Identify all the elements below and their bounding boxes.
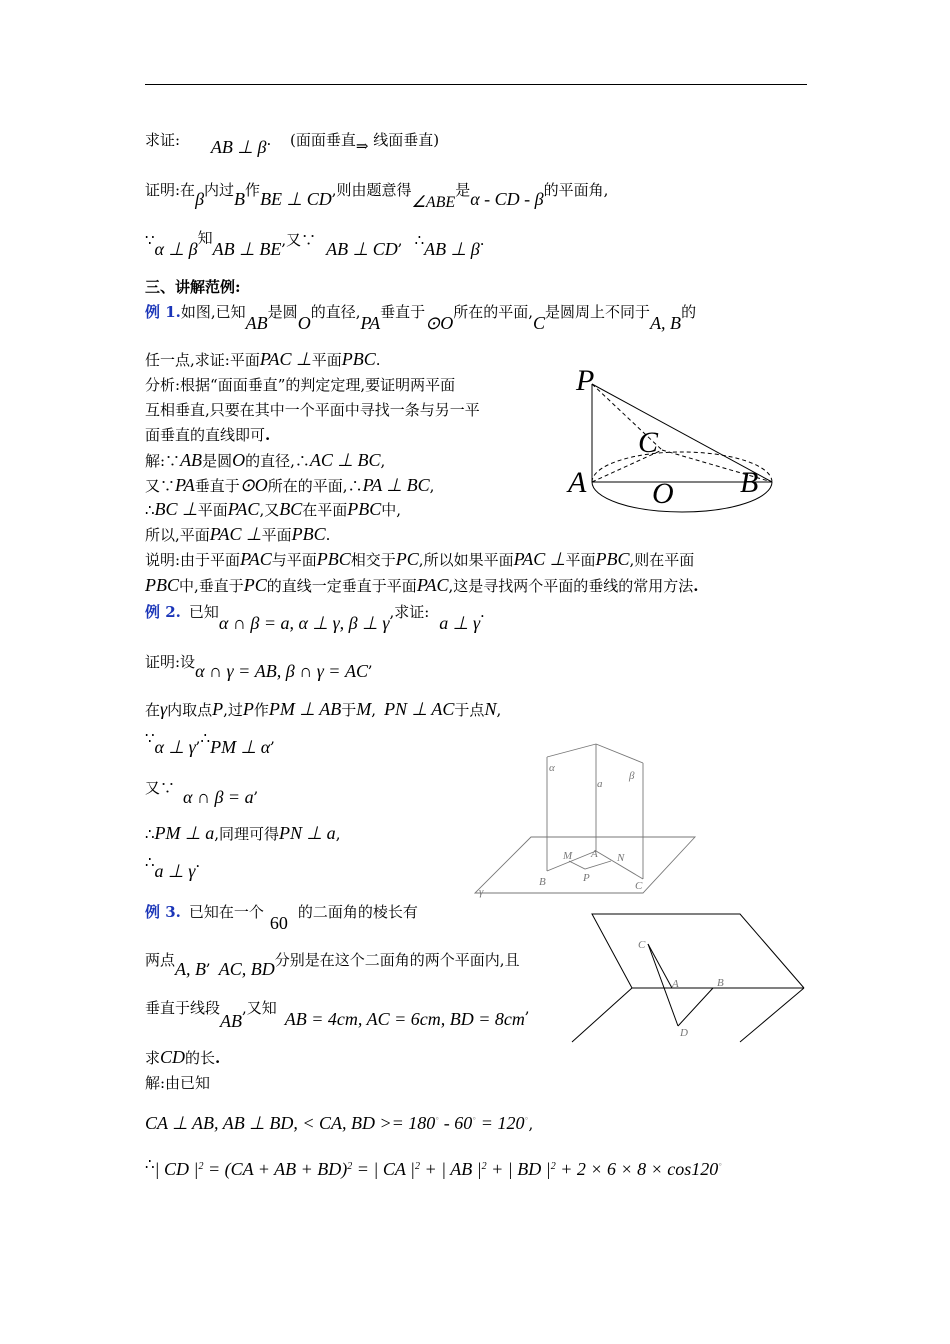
example-1-label: 例 1. [145,303,181,321]
label-A: A [591,848,598,860]
label-M: M [563,850,573,862]
label-beta: β [629,770,635,782]
label-C: C [638,426,659,459]
perpendiculars-PM-PN [569,861,611,869]
example-3-line-5: 解:由已知 [145,1074,211,1092]
figure-dihedral-angle [570,910,810,1045]
solution-4: 所以,平面PAC ⊥平面PBC. [145,524,331,544]
example-2-line-4: ∵α ⊥ γ,∴PM ⊥ α, [145,729,275,757]
example-2-line-3: 在γ内取点P,过P作PM ⊥ AB于M, PN ⊥ AC于点N, [145,699,502,719]
label-C: C [638,939,646,951]
example-1-line-1: 例 1.如图,已知AB是圆O的直径,PA垂直于⊙O所在的平面,C是圆周上不同于A, B的 [145,303,697,333]
label-B: B [740,466,759,499]
note-1: 说明:由于平面PAC与平面PBC相交于PC,所以如果平面PAC ⊥平面PBC,则在平面 [145,549,695,569]
figure-three-planes [465,735,700,900]
label-P: P [583,872,590,884]
label-C: C [635,880,643,892]
proof-line-2: ∵α ⊥ β知AB ⊥ BE,又∵ AB ⊥ CD, ∴AB ⊥ β. [145,229,485,259]
label-alpha: α [549,762,555,774]
proof-line-1: 证明:在β内过B作BE ⊥ CD,则由题意得∠ABE是α - CD - β的平面角, [145,181,609,211]
label-A: A [672,978,679,990]
analysis-2: 互相垂直,只要在其中一个平面中寻找一条与另一平 [145,401,480,419]
example-2-line-1: 例 2. 已知α ∩ β = a, α ⊥ γ, β ⊥ γ,求证:a ⊥ γ. [145,603,485,633]
label-a: a [597,778,603,790]
figure-cone-circle [560,360,775,520]
note-2: PBC中,垂直于PC的直线一定垂直于平面PAC,这是寻找两个平面的垂线的常用方法. [145,575,699,595]
label-O: O [652,477,674,510]
solution-3: ∴BC ⊥平面PAC,又BC在平面PBC中, [145,499,402,519]
example-2-line-2: 证明:设α ∩ γ = AB, β ∩ γ = AC, [145,653,373,681]
segment-CA [648,944,672,988]
solution-1: 解:∵AB是圆O的直径,∴AC ⊥ BC, [145,450,386,470]
prove-label: 求证: [145,131,181,149]
example-3-line-7: ∴| CD $|^2 = (CA$ + AB + BD)$^2$ = | CA $|^2$ + | AB $|^2$ + | BD $|^2 + 2 \times 6 \times 8 \times \cos 120^\circ$ [145,1155,723,1179]
example-3-line-2: 两点A, B, AC, BD分别是在这个二面角的两个平面内,且 [145,951,520,979]
lower-plane-right [740,988,804,1042]
implies-symbol: ⇒ [355,137,369,155]
label-D: D [680,1027,688,1039]
label-B: B [717,977,724,989]
upper-plane [592,914,804,988]
example-3-label: 例 3. [145,903,181,921]
example-2-label: 例 2. [145,603,181,621]
label-N: N [617,852,625,864]
example-3-line-1: 例 3. 已知在一个60的二面角的棱长有 [145,903,418,933]
label-B: B [539,876,546,888]
segment-BD [678,988,713,1026]
header-rule [145,84,807,85]
plane-gamma [475,837,695,893]
label-P: P [576,364,595,397]
lower-plane-left [572,988,632,1042]
label-gamma: γ [479,886,484,898]
example-2-line-5: 又∵ α ∩ β = a, [145,779,259,807]
analysis-3: 面垂直的直线即可. [145,426,271,444]
example-3-line-3: 垂直于线段AB,又知AB = 4cm, AC = 6cm, BD = 8cm, [145,999,530,1031]
example-2-line-6: ∴PM ⊥ a,同理可得PN ⊥ a, [145,823,341,843]
plane-beta-top [596,744,643,763]
prove-line: 求证: AB ⊥ β. (面面垂直⇒ 线面垂直) [145,131,440,157]
example-3-line-6: CA ⊥ AB, AB ⊥ BD, < CA, BD >= 180° - 60° = 120°, [145,1113,534,1133]
analysis-1: 分析:根据“面面垂直”的判定定理,要证明两平面 [145,376,456,394]
section-heading: 三、讲解范例: [145,278,241,296]
example-1-line-2: 任一点,求证:平面PAC ⊥平面PBC. [145,349,381,369]
example-3-line-4: 求CD的长. [145,1047,221,1067]
label-A: A [568,466,587,499]
solution-2: 又∵PA垂直于⊙O所在的平面,∴PA ⊥ BC, [145,475,435,495]
example-2-line-7: ∴a ⊥ γ. [145,853,201,881]
plane-alpha-top [547,744,596,757]
prove-formula: AB ⊥ β [210,137,267,157]
